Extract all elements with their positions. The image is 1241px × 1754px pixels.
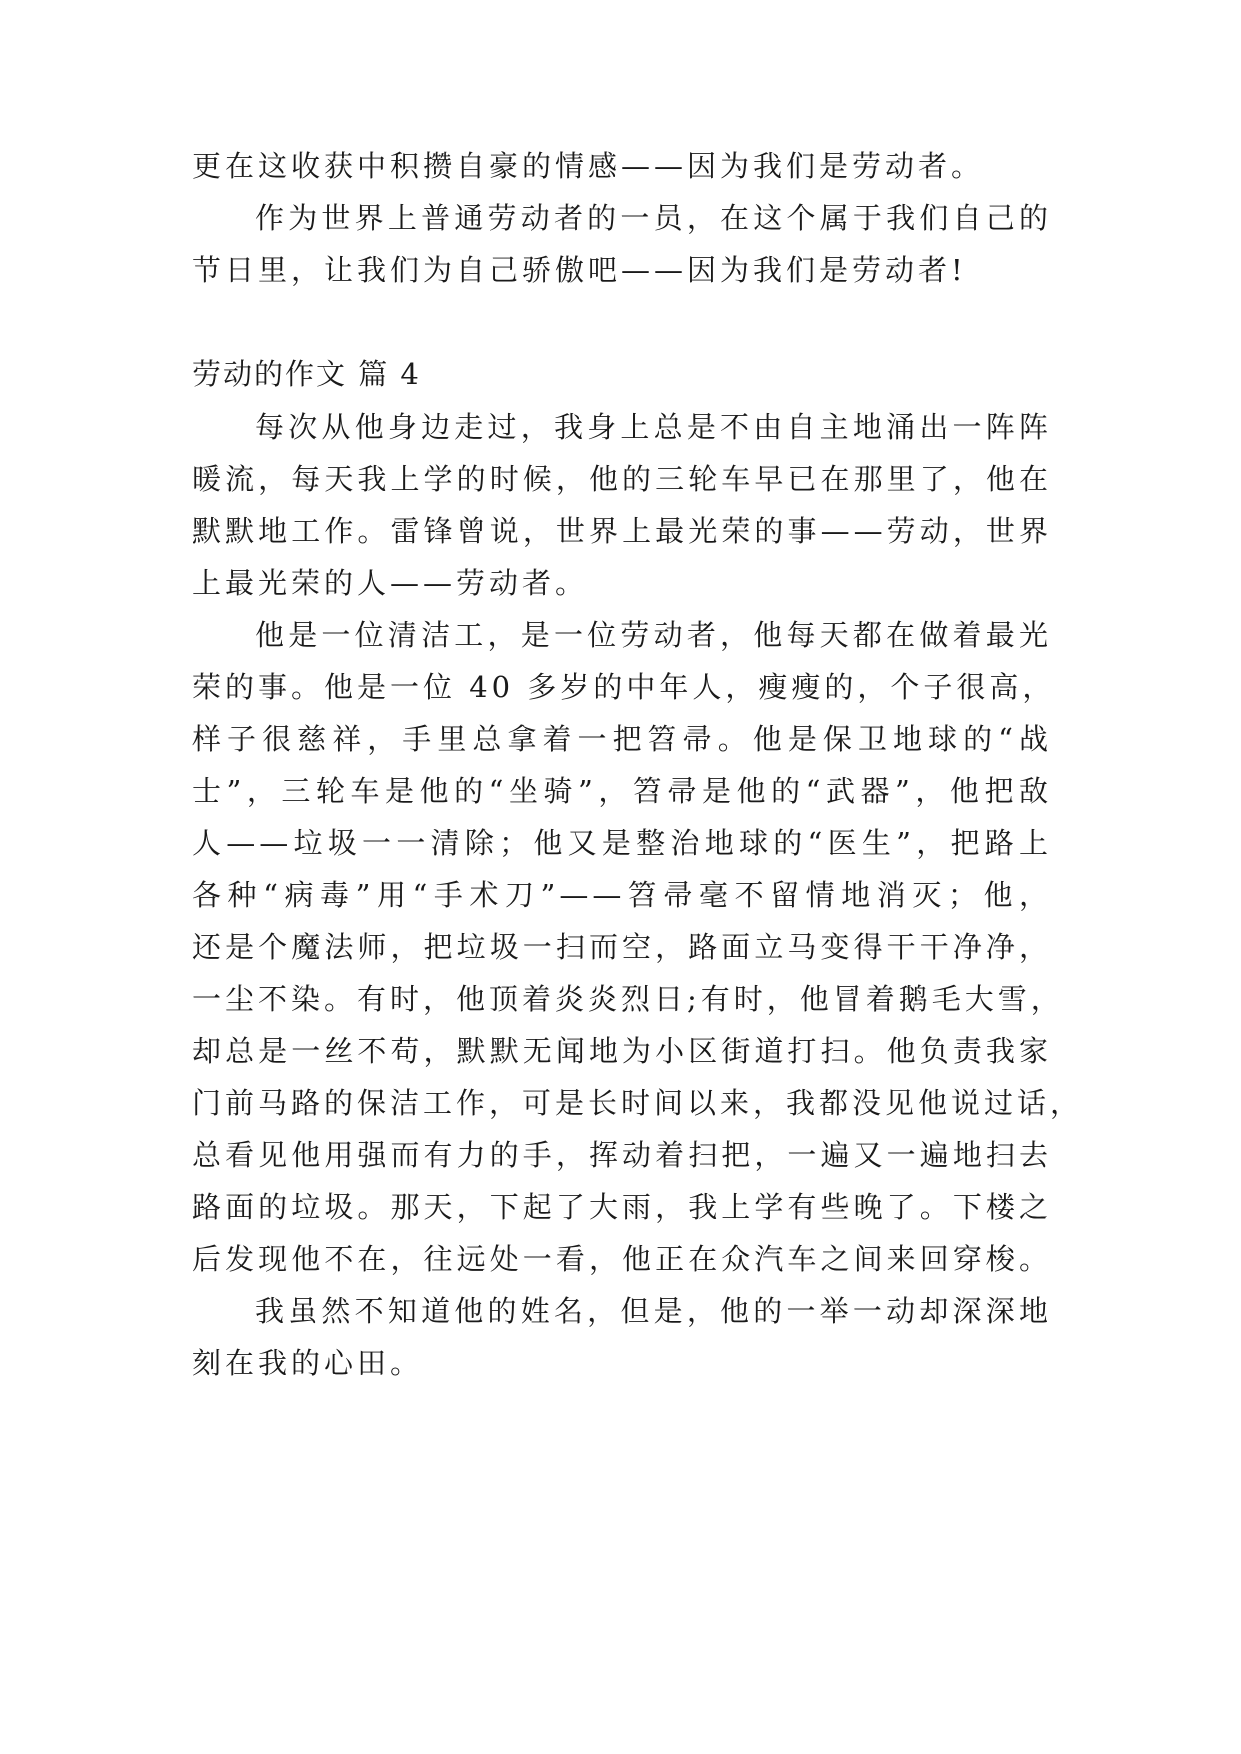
intro-paragraph-line: 作为世界上普通劳动者的一员，在这个属于我们自己的 — [255, 201, 1052, 235]
paragraph-2-line: 却总是一丝不苟，默默无闻地为小区街道打扫。他负责我家 — [192, 1034, 1052, 1068]
section-heading: 劳动的作文 篇 4 — [192, 357, 421, 391]
paragraph-2-line: 路面的垃圾。那天，下起了大雨，我上学有些晚了。下楼之 — [192, 1190, 1052, 1224]
paragraph-2-line: 后发现他不在，往远处一看，他正在众汽车之间来回穿梭。 — [192, 1242, 1052, 1276]
paragraph-2-line: 总看见他用强而有力的手，挥动着扫把，一遍又一遍地扫去 — [192, 1138, 1052, 1172]
intro-paragraph-line: 节日里，让我们为自己骄傲吧——因为我们是劳动者! — [192, 253, 967, 287]
paragraph-2-line: 样子很慈祥，手里总拿着一把笤帚。他是保卫地球的“战 — [192, 722, 1052, 756]
paragraph-1-line: 上最光荣的人——劳动者。 — [192, 566, 589, 600]
paragraph-2-line: 各种“病毒”用“手术刀”——笤帚毫不留情地消灭；他， — [192, 878, 1052, 912]
paragraph-1-line: 暖流，每天我上学的时候，他的三轮车早已在那里了，他在 — [192, 462, 1052, 496]
paragraph-1-line: 默默地工作。雷锋曾说，世界上最光荣的事——劳动，世界 — [192, 514, 1052, 548]
paragraph-2-line: 他是一位清洁工，是一位劳动者，他每天都在做着最光 — [255, 618, 1052, 652]
paragraph-2-line: 一尘不染。有时，他顶着炎炎烈日;有时，他冒着鹅毛大雪， — [192, 982, 1064, 1016]
paragraph-2-line: 还是个魔法师，把垃圾一扫而空，路面立马变得干干净净， — [192, 930, 1052, 964]
paragraph-2-line: 士”，三轮车是他的“坐骑”，笤帚是他的“武器”，他把敌 — [192, 774, 1052, 808]
paragraph-2-line: 人——垃圾一一清除；他又是整治地球的“医生”，把路上 — [192, 826, 1052, 860]
paragraph-3-line: 刻在我的心田。 — [192, 1346, 424, 1380]
intro-line: 更在这收获中积攒自豪的情感——因为我们是劳动者。 — [192, 149, 985, 183]
paragraph-2-line: 荣的事。他是一位 40 多岁的中年人，瘦瘦的，个子很高， — [192, 670, 1056, 704]
paragraph-2-line: 门前马路的保洁工作，可是长时间以来，我都没见他说过话， — [192, 1086, 1084, 1120]
paragraph-3-line: 我虽然不知道他的姓名，但是，他的一举一动却深深地 — [255, 1294, 1052, 1328]
paragraph-1-line: 每次从他身边走过，我身上总是不由自主地涌出一阵阵 — [255, 410, 1052, 444]
